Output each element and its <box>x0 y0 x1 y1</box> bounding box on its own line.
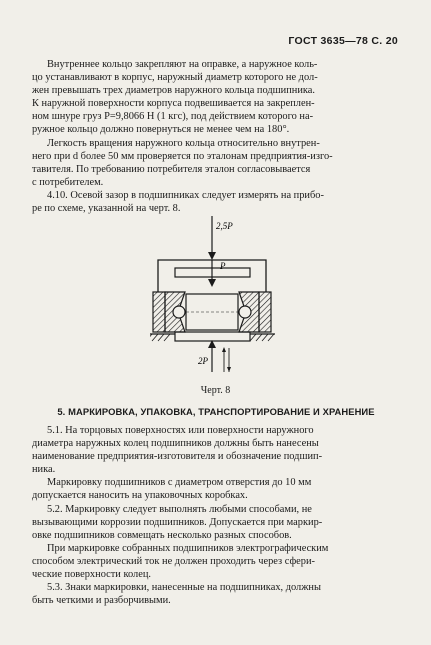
text-line: диаметра наружных колец подшипников должны быть нанесены <box>32 438 319 450</box>
load-label-bottom: 2P <box>198 356 208 366</box>
page-header: ГОСТ 3635—78 С. 20 <box>288 35 398 47</box>
text-line: овке подшипников совмещать несколько разных способов. <box>32 529 292 541</box>
arrow-head-icon <box>208 279 216 287</box>
base-plate <box>175 332 250 341</box>
text-line: способом электрический ток не должен проходить через сфери- <box>32 555 316 567</box>
text-line: тавителя. По требованию потребителя эталон согласовывается <box>32 163 311 175</box>
figure-caption: Черт. 8 <box>200 385 231 396</box>
load-label-top: 2,5P <box>216 221 233 231</box>
text-block-bottom <box>32 424 400 607</box>
section-title: 5. МАРКИРОВКА, УПАКОВКА, ТРАНСПОРТИРОВАНИЕ И ХРАНЕНИЕ <box>57 406 375 417</box>
text-line: него при d более 50 мм проверяется по эталонам предприятия-изго- <box>32 150 333 162</box>
text-line: ре по схеме, указанной на черт. 8. <box>32 203 181 215</box>
text-line: ника. <box>32 464 56 476</box>
text-line: Легкость вращения наружного кольца относительно внутрен- <box>47 137 320 149</box>
right-support <box>259 292 271 332</box>
text-line: вызывающими коррозии подшипников. Допускается при маркир- <box>32 516 323 528</box>
text-line: 5.1. На торцовых поверхностях или поверхности наружного <box>47 425 314 436</box>
text-line: с потребителем. <box>32 176 104 188</box>
ball-left <box>173 306 185 318</box>
left-support <box>153 292 165 332</box>
ball-right <box>239 306 251 318</box>
text-line: К наружной поверхности корпуса подвешивается на закреплен- <box>32 98 315 110</box>
text-block-top <box>32 58 400 215</box>
text-line: 4.10. Осевой зазор в подшипниках следует измерять на прибо- <box>47 189 324 201</box>
text-line: 5.3. Знаки маркировки, нанесенные на подшипниках, должны <box>47 582 321 594</box>
text-line: Внутреннее кольцо закрепляют на оправке, а наружное коль- <box>47 59 318 70</box>
text-line: ческие поверхности колец. <box>32 569 151 581</box>
text-line: цо устанавливают в корпус, наружный диаметр которого не дол- <box>32 72 318 84</box>
bearing-test-diagram <box>150 214 275 374</box>
text-line: ном шнуре груз P=9,8066 Н (1 кгс), под действием которого на- <box>32 111 314 123</box>
load-label-mid: P <box>220 261 226 271</box>
text-line: При маркировке собранных подшипников электрографическим <box>47 542 329 554</box>
text-line: ружное кольцо должно повернуться не менее чем на 180°. <box>32 124 290 136</box>
text-line: жен превышать трех диаметров наружного кольца подшипника. <box>32 85 316 97</box>
text-line: допускается наносить на упаковочных коробках. <box>32 490 248 502</box>
text-line: наименование предприятия-изготовителя и обозначение подшип- <box>32 451 323 463</box>
arrow-head-icon <box>208 252 216 260</box>
text-line: быть четкими и разборчивыми. <box>32 595 171 607</box>
text-line: Маркировку подшипников с диаметром отверстия до 10 мм <box>47 477 312 489</box>
text-line: 5.2. Маркировку следует выполнять любыми способами, не <box>47 503 312 515</box>
